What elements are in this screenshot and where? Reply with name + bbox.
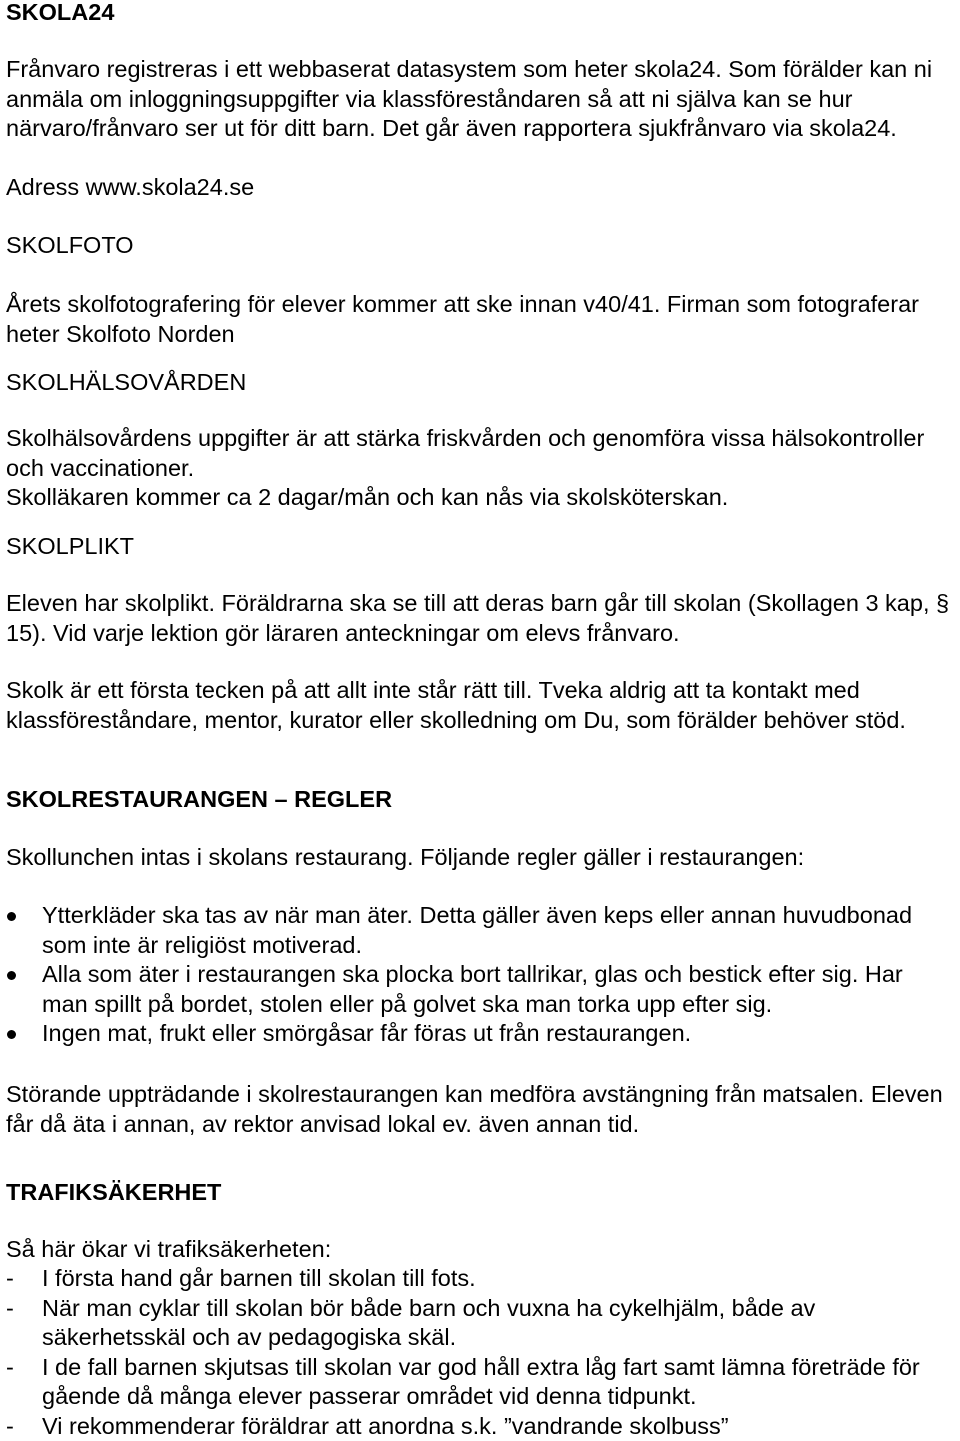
bullet-icon [7,971,16,980]
skola24-paragraph: Frånvaro registreras i ett webbaserat datasystem som heter skola24. Som förälder kan ni anmäla om inloggningsuppgifter via klassföreståndaren så att ni själva kan se hur närvaro/frånvaro ser ut för ditt barn. Det går även rapportera sjukfrånvaro via skola24. [6,55,952,144]
skolplikt-paragraph: Eleven har skolplikt. Föräldrarna ska se till att deras barn går till skolan (Skollagen 3 kap, § 15). Vid varje lektion gör läraren anteckningar om elevs frånvaro. [6,589,952,648]
heading-skolhalsovarden: SKOLHÄLSOVÅRDEN [6,368,952,398]
skolplikt-paragraph-2: Skolk är ett första tecken på att allt inte står rätt till. Tveka aldrig att ta kontakt med klassföreståndare, mentor, kurator eller skolledning om Du, som förälder behöver stöd. [6,676,952,735]
restaurang-rules-list [6,901,952,1049]
skola24-address: Adress www.skola24.se [6,173,952,203]
trafik-item-text: Vi rekommenderar föräldrar att anordna s.k. ”vandrande skolbuss” [42,1413,729,1439]
list-item [6,1294,952,1353]
bullet-icon [7,1030,16,1039]
list-item [6,1019,952,1049]
restaurang-intro: Skollunchen intas i skolans restaurang. Följande regler gäller i restaurangen: [6,843,952,873]
rule-text: Ingen mat, frukt eller smörgåsar får föras ut från restaurangen. [42,1020,691,1046]
list-item [6,960,952,1019]
trafik-item-text: När man cyklar till skolan bör både barn och vuxna ha cykelhjälm, både av säkerhetsskäl och av pedagogiska skäl. [42,1295,815,1351]
trafik-item-text: I första hand går barnen till skolan till fots. [42,1265,476,1291]
list-item [6,1412,952,1441]
heading-skolrestaurangen: SKOLRESTAURANGEN – REGLER [6,785,952,815]
rule-text: Ytterkläder ska tas av när man äter. Detta gäller även keps eller annan huvudbonad som inte är religiöst motiverad. [42,902,912,958]
heading-skola24: SKOLA24 [6,0,952,28]
skolfoto-paragraph: Årets skolfotografering för elever kommer att ske innan v40/41. Firman som fotograferar heter Skolfoto Norden [6,290,952,349]
heading-skolplikt: SKOLPLIKT [6,532,952,562]
list-item [6,1353,952,1412]
heading-skolfoto: SKOLFOTO [6,231,952,261]
skolhalsovarden-paragraph: Skolhälsovårdens uppgifter är att stärka friskvården och genomföra vissa hälsokontroller och vaccinationer. [6,424,952,483]
dash-marker: - [6,1412,14,1441]
dash-marker: - [6,1264,14,1294]
trafik-item-text: I de fall barnen skjutsas till skolan var god håll extra låg fart samt lämna företräde för gående då många elever passerar området vid denna tidpunkt. [42,1354,920,1410]
restaurang-outro: Störande uppträdande i skolrestaurangen kan medföra avstängning från matsalen. Eleven får då äta i annan, av rektor anvisad lokal ev. även annan tid. [6,1080,952,1139]
bullet-icon [7,912,16,921]
list-item [6,1264,952,1294]
skolhalsovarden-paragraph-2: Skolläkaren kommer ca 2 dagar/mån och kan nås via skolsköterskan. [6,483,952,513]
dash-marker: - [6,1353,14,1383]
dash-marker: - [6,1294,14,1324]
heading-trafiksakerhet: TRAFIKSÄKERHET [6,1178,952,1208]
list-item [6,901,952,960]
trafik-list [6,1264,952,1441]
rule-text: Alla som äter i restaurangen ska plocka bort tallrikar, glas och bestick efter sig. Har man spillt på bordet, stolen eller på golvet ska man torka upp efter sig. [42,961,903,1017]
trafik-intro: Så här ökar vi trafiksäkerheten: [6,1235,952,1265]
